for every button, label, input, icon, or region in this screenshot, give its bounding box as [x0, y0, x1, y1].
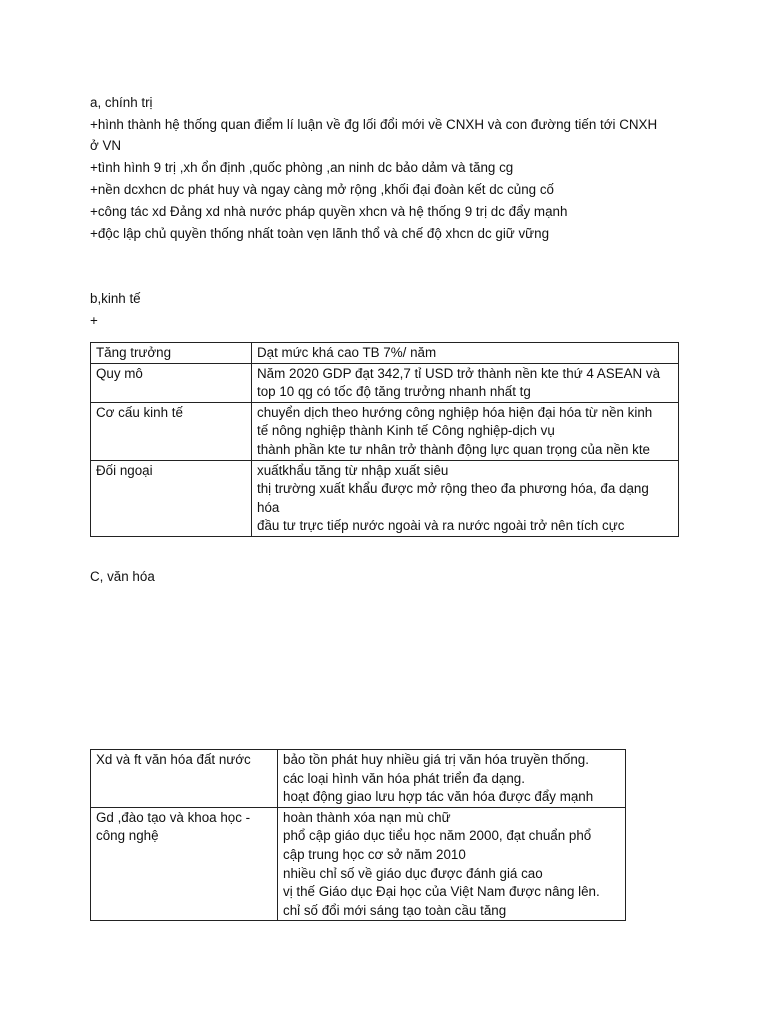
table-row [91, 807, 626, 921]
cell-line: các loại hình văn hóa phát triển đa dạng. [283, 770, 525, 786]
table-label-cell [91, 750, 278, 808]
table-label-cell: Tăng trưởng [91, 343, 252, 364]
table-label-cell: Cơ cấu kinh tế [91, 402, 252, 460]
table-value-cell [278, 750, 626, 808]
cell-line: Dạt mức khá cao TB 7%/ năm [257, 345, 437, 360]
table-row [91, 402, 679, 460]
table-value-cell [252, 363, 679, 402]
table-label-cell [91, 807, 278, 921]
table-label-cell: Đối ngoại [91, 460, 252, 536]
cell-line: bảo tồn phát huy nhiều giá trị văn hóa truyền thống. [283, 752, 589, 767]
economy-table [90, 342, 679, 537]
section-a-line: ở VN [90, 138, 122, 153]
cell-line: cập trung học cơ sở năm 2010 [283, 846, 466, 862]
cell-line: thành phần kte tư nhân trở thành động lực quan trọng của nền kte [257, 441, 650, 457]
section-a-heading: a, chính trị [90, 95, 153, 110]
cell-line: Gd ,đào tạo và khoa học - [96, 809, 251, 825]
section-a-line: +công tác xd Đảng xd nhà nước pháp quyền xhcn và hệ thống 9 trị dc đẩy mạnh [90, 204, 568, 219]
cell-line: chỉ số đổi mới sáng tạo toàn cầu tăng [283, 902, 507, 918]
table-label-cell: Quy mô [91, 363, 252, 402]
cell-line: Năm 2020 GDP đạt 342,7 tỉ USD trở thành nền kte thứ 4 ASEAN và [257, 365, 661, 381]
section-a-line: +hình thành hệ thống quan điểm lí luận về đg lối đổi mới về CNXH và con đường tiến tới CNXH [90, 117, 658, 132]
section-a-line: +độc lập chủ quyền thống nhất toàn vẹn lãnh thổ và chế độ xhcn dc giữ vững [90, 226, 550, 241]
cell-line: hoạt động giao lưu hợp tác văn hóa được đẩy mạnh [283, 789, 594, 805]
table-value-cell [252, 402, 679, 460]
cell-line: Xd và ft văn hóa đất nước [96, 752, 251, 767]
cell-line: đầu tư trực tiếp nước ngoài và ra nước ngoài trở nên tích cực [257, 518, 625, 534]
table-row [91, 363, 679, 402]
cell-line: nhiều chỉ số về giáo dục được đánh giá cao [283, 865, 543, 881]
cell-line: vị thế Giáo dục Đại học của Việt Nam được nâng lên. [283, 884, 600, 900]
section-a-line: +tình hình 9 trị ,xh ổn định ,quốc phòng ,an ninh dc bảo dảm và tăng cg [90, 160, 514, 175]
cell-line: công nghệ [96, 828, 159, 844]
table-row [91, 343, 679, 364]
table-value-cell [278, 807, 626, 921]
section-a-line: +nền dcxhcn dc phát huy và ngay càng mở rộng ,khối đại đoàn kết dc củng cố [90, 182, 554, 197]
section-b-plus: + [90, 313, 98, 328]
table-value-cell [252, 460, 679, 536]
section-c-heading: C, văn hóa [90, 569, 155, 584]
culture-table [90, 749, 626, 921]
cell-line: xuấtkhẩu tăng từ nhập xuất siêu [257, 462, 449, 478]
cell-line: tế nông nghiệp thành Kinh tế Công nghiệp-dịch vụ [257, 423, 555, 439]
cell-line: hoàn thành xóa nạn mù chữ [283, 809, 451, 825]
table-value-cell [252, 343, 679, 364]
section-b-heading: b,kinh tế [90, 291, 141, 306]
cell-line: hóa [257, 499, 280, 515]
cell-line: thị trường xuất khẩu được mở rộng theo đa phương hóa, đa dạng [257, 481, 649, 497]
table-row [91, 460, 679, 536]
cell-line: chuyển dịch theo hướng công nghiệp hóa hiện đại hóa từ nền kinh [257, 404, 653, 420]
cell-line: phổ cập giáo dục tiểu học năm 2000, đạt chuẩn phổ [283, 828, 592, 844]
cell-line: top 10 qg có tốc độ tăng trưởng nhanh nhất tg [257, 384, 531, 400]
table-row [91, 750, 626, 808]
